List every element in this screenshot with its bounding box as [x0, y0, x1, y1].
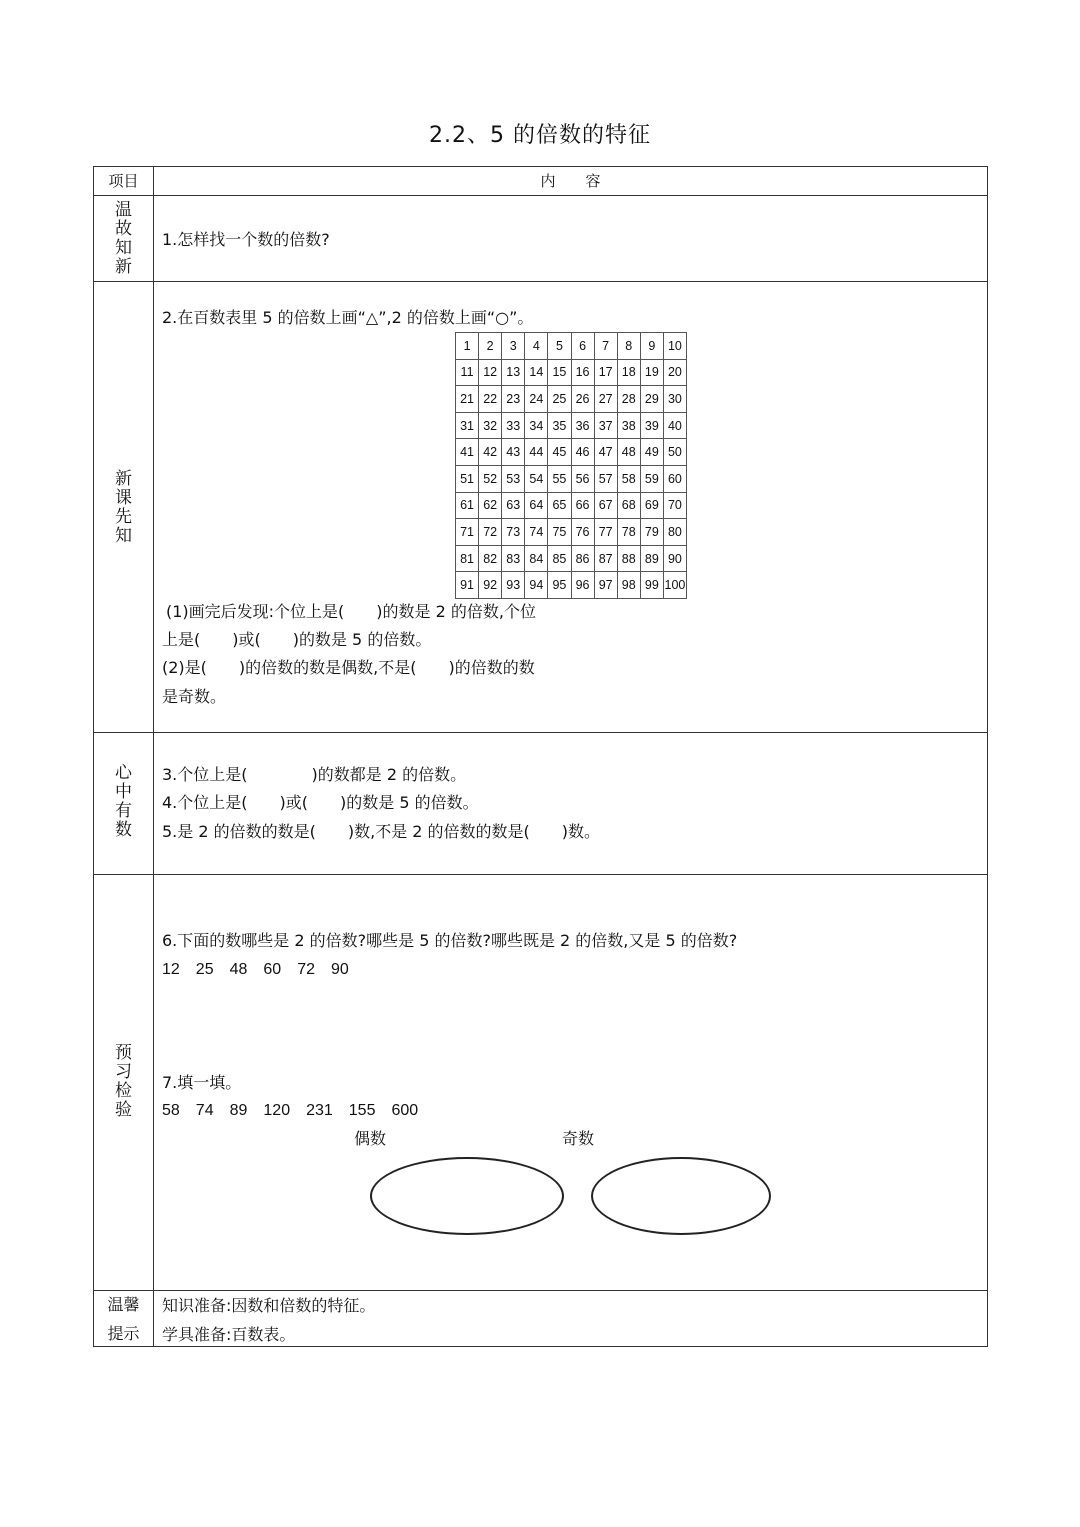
hundred-chart-cell[interactable]: 50 — [664, 439, 687, 466]
hundred-chart-cell[interactable]: 80 — [664, 519, 687, 546]
hundred-chart-cell[interactable]: 36 — [572, 413, 595, 440]
hundred-chart-cell[interactable]: 16 — [572, 360, 595, 387]
label-tips-line2: 提示 — [107, 1324, 140, 1343]
hundred-chart-cell[interactable]: 68 — [618, 493, 641, 520]
hundred-chart-cell[interactable]: 23 — [502, 386, 525, 413]
label-new-lesson: 新课先知 — [115, 469, 132, 546]
hundred-chart-cell[interactable]: 87 — [595, 546, 618, 573]
hundred-chart-cell[interactable]: 12 — [479, 360, 502, 387]
hundred-chart-cell[interactable]: 11 — [456, 360, 479, 387]
hundred-chart-cell[interactable]: 79 — [641, 519, 664, 546]
header-content: 内 容 — [540, 172, 601, 190]
hundred-chart-cell[interactable]: 83 — [502, 546, 525, 573]
hundred-chart-cell[interactable]: 52 — [479, 466, 502, 493]
hundred-chart-cell[interactable]: 1 — [456, 333, 479, 360]
hundred-chart-cell[interactable]: 53 — [502, 466, 525, 493]
hundred-chart-cell[interactable]: 63 — [502, 493, 525, 520]
hundred-chart-cell[interactable]: 35 — [548, 413, 571, 440]
even-label: 偶数 — [354, 1129, 387, 1148]
hundred-chart-cell[interactable]: 20 — [664, 360, 687, 387]
hundred-chart-cell[interactable]: 58 — [618, 466, 641, 493]
question-2-part2-line1: (2)是( )的倍数的数是偶数,不是( )的倍数的数 — [162, 658, 535, 677]
hundred-chart-cell[interactable]: 70 — [664, 493, 687, 520]
hundred-chart-cell[interactable]: 71 — [456, 519, 479, 546]
hundred-chart-cell[interactable]: 76 — [572, 519, 595, 546]
hundred-chart-cell[interactable]: 66 — [572, 493, 595, 520]
question-2-part1-line2: 上是( )或( )的数是 5 的倍数。 — [162, 630, 432, 649]
hundred-chart-cell[interactable]: 56 — [572, 466, 595, 493]
hundred-chart-cell[interactable]: 54 — [525, 466, 548, 493]
hundred-chart-cell[interactable]: 2 — [479, 333, 502, 360]
hundred-chart-cell[interactable]: 15 — [548, 360, 571, 387]
hundred-chart-cell[interactable]: 31 — [456, 413, 479, 440]
hundred-chart-cell[interactable]: 7 — [595, 333, 618, 360]
hundred-chart-cell[interactable]: 62 — [479, 493, 502, 520]
question-2-part1-line1: (1)画完后发现:个位上是( )的数是 2 的倍数,个位 — [166, 602, 536, 621]
hundred-chart-cell[interactable]: 89 — [641, 546, 664, 573]
question-6: 6.下面的数哪些是 2 的倍数?哪些是 5 的倍数?哪些既是 2 的倍数,又是 5 的倍数? — [162, 931, 738, 950]
hundred-chart-cell[interactable]: 94 — [525, 572, 548, 599]
row-divider — [94, 281, 987, 282]
hundred-chart-cell[interactable]: 75 — [548, 519, 571, 546]
header-item: 项目 — [108, 172, 139, 190]
hundred-chart-cell[interactable]: 49 — [641, 439, 664, 466]
hundred-chart-cell[interactable]: 97 — [595, 572, 618, 599]
hundred-chart-cell[interactable]: 100 — [664, 572, 687, 599]
hundred-chart-cell[interactable]: 45 — [548, 439, 571, 466]
even-ellipse[interactable] — [370, 1157, 564, 1235]
hundred-chart-cell[interactable]: 93 — [502, 572, 525, 599]
hundred-chart-cell[interactable]: 65 — [548, 493, 571, 520]
hundred-chart-cell[interactable]: 21 — [456, 386, 479, 413]
hundred-chart-cell[interactable]: 25 — [548, 386, 571, 413]
label-check: 预习检验 — [115, 1043, 132, 1120]
hundred-chart-cell[interactable]: 86 — [572, 546, 595, 573]
hundred-chart-cell[interactable]: 88 — [618, 546, 641, 573]
hundred-chart-cell[interactable]: 6 — [572, 333, 595, 360]
label-mind: 心中有数 — [115, 763, 132, 840]
hundred-chart-cell[interactable]: 51 — [456, 466, 479, 493]
hundred-chart-cell[interactable]: 28 — [618, 386, 641, 413]
hundred-chart-cell[interactable]: 46 — [572, 439, 595, 466]
tip-tools: 学具准备:百数表。 — [162, 1325, 296, 1344]
hundred-chart-cell[interactable]: 41 — [456, 439, 479, 466]
hundred-chart-cell[interactable]: 99 — [641, 572, 664, 599]
odd-label: 奇数 — [562, 1129, 595, 1148]
question-1: 1.怎样找一个数的倍数? — [162, 230, 330, 249]
hundred-chart-cell[interactable]: 33 — [502, 413, 525, 440]
hundred-chart-cell[interactable]: 73 — [502, 519, 525, 546]
hundred-chart-cell[interactable]: 78 — [618, 519, 641, 546]
hundred-chart-cell[interactable]: 47 — [595, 439, 618, 466]
odd-ellipse[interactable] — [591, 1157, 771, 1235]
tip-knowledge: 知识准备:因数和倍数的特征。 — [162, 1296, 376, 1315]
column-divider — [153, 167, 154, 1346]
hundred-chart-cell[interactable]: 22 — [479, 386, 502, 413]
question-5: 5.是 2 的倍数的数是( )数,不是 2 的倍数的数是( )数。 — [162, 822, 601, 841]
hundred-chart-cell[interactable]: 34 — [525, 413, 548, 440]
hundred-chart — [455, 332, 687, 599]
hundred-chart-cell[interactable]: 42 — [479, 439, 502, 466]
hundred-chart-cell[interactable]: 39 — [641, 413, 664, 440]
question-6-numbers: 12 25 48 60 72 90 — [162, 961, 349, 978]
hundred-chart-cell[interactable]: 26 — [572, 386, 595, 413]
question-4: 4.个位上是( )或( )的数是 5 的倍数。 — [162, 793, 479, 812]
hundred-chart-cell[interactable]: 18 — [618, 360, 641, 387]
page-title: 2.2、5 的倍数的特征 — [429, 123, 651, 148]
hundred-chart-cell[interactable]: 32 — [479, 413, 502, 440]
hundred-chart-cell[interactable]: 91 — [456, 572, 479, 599]
worksheet-table — [93, 166, 988, 1347]
hundred-chart-cell[interactable]: 67 — [595, 493, 618, 520]
hundred-chart-cell[interactable]: 85 — [548, 546, 571, 573]
hundred-chart-cell[interactable]: 9 — [641, 333, 664, 360]
hundred-chart-cell[interactable]: 4 — [525, 333, 548, 360]
label-review: 温故知新 — [115, 200, 132, 277]
hundred-chart-cell[interactable]: 38 — [618, 413, 641, 440]
row-divider — [94, 1290, 987, 1291]
hundred-chart-cell[interactable]: 57 — [595, 466, 618, 493]
hundred-chart-cell[interactable]: 37 — [595, 413, 618, 440]
hundred-chart-cell[interactable]: 5 — [548, 333, 571, 360]
hundred-chart-cell[interactable]: 69 — [641, 493, 664, 520]
hundred-chart-cell[interactable]: 17 — [595, 360, 618, 387]
hundred-chart-cell[interactable]: 77 — [595, 519, 618, 546]
hundred-chart-cell[interactable]: 60 — [664, 466, 687, 493]
hundred-chart-cell[interactable]: 40 — [664, 413, 687, 440]
hundred-chart-cell[interactable]: 27 — [595, 386, 618, 413]
question-2: 2.在百数表里 5 的倍数上画“△”,2 的倍数上画“○”。 — [162, 308, 534, 327]
hundred-chart-cell[interactable]: 84 — [525, 546, 548, 573]
hundred-chart-cell[interactable]: 95 — [548, 572, 571, 599]
row-divider — [94, 732, 987, 733]
hundred-chart-cell[interactable]: 48 — [618, 439, 641, 466]
hundred-chart-cell[interactable]: 59 — [641, 466, 664, 493]
hundred-chart-cell[interactable]: 14 — [525, 360, 548, 387]
hundred-chart-cell[interactable]: 43 — [502, 439, 525, 466]
hundred-chart-cell[interactable]: 81 — [456, 546, 479, 573]
question-7: 7.填一填。 — [162, 1073, 242, 1092]
hundred-chart-cell[interactable]: 55 — [548, 466, 571, 493]
hundred-chart-cell[interactable]: 30 — [664, 386, 687, 413]
hundred-chart-cell[interactable]: 92 — [479, 572, 502, 599]
hundred-chart-cell[interactable]: 19 — [641, 360, 664, 387]
row-divider — [94, 874, 987, 875]
hundred-chart-cell[interactable]: 24 — [525, 386, 548, 413]
hundred-chart-cell[interactable]: 90 — [664, 546, 687, 573]
hundred-chart-cell[interactable]: 96 — [572, 572, 595, 599]
label-tips-line1: 温馨 — [107, 1295, 140, 1314]
hundred-chart-cell[interactable]: 44 — [525, 439, 548, 466]
question-2-part2-line2: 是奇数。 — [162, 687, 227, 706]
hundred-chart-cell[interactable]: 13 — [502, 360, 525, 387]
hundred-chart-cell[interactable]: 72 — [479, 519, 502, 546]
hundred-chart-cell[interactable]: 74 — [525, 519, 548, 546]
hundred-chart-cell[interactable]: 82 — [479, 546, 502, 573]
hundred-chart-cell[interactable]: 3 — [502, 333, 525, 360]
question-7-numbers: 58 74 89 120 231 155 600 — [162, 1102, 419, 1119]
hundred-chart-cell[interactable]: 64 — [525, 493, 548, 520]
question-3: 3.个位上是( )的数都是 2 的倍数。 — [162, 765, 467, 784]
hundred-chart-cell[interactable]: 61 — [456, 493, 479, 520]
hundred-chart-cell[interactable]: 10 — [664, 333, 687, 360]
hundred-chart-cell[interactable]: 98 — [618, 572, 641, 599]
hundred-chart-cell[interactable]: 29 — [641, 386, 664, 413]
hundred-chart-cell[interactable]: 8 — [618, 333, 641, 360]
